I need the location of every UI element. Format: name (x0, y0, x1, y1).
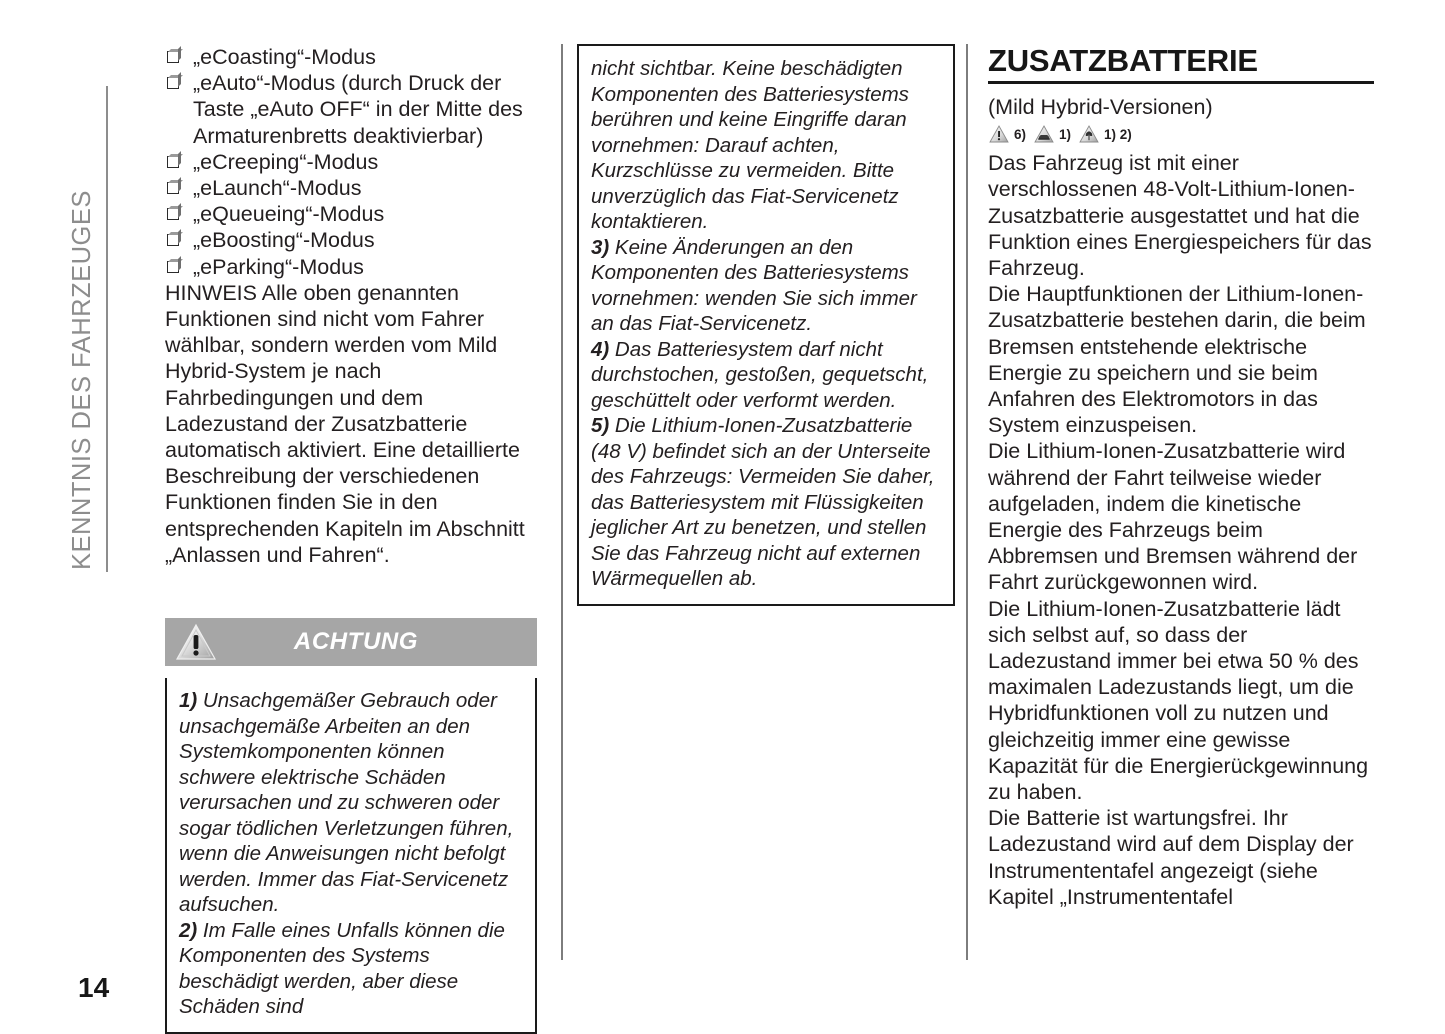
body-paragraph: Die Lithium-Ionen-Zusatzbatterie wird während der Fahrt teilweise wieder aufgeladen, indem die kinetische Energie des Fahrzeugs beim Abbremsen und Bremsen während der Fahrt zurückgewonnen wird. (988, 439, 1358, 595)
hybrid-modes-list (165, 44, 537, 280)
list-item-label: „eCreeping“-Modus (193, 149, 379, 174)
warning-item-number: 4) (591, 337, 610, 361)
square-bullet-icon (167, 234, 179, 246)
body-paragraph: Die Lithium-Ionen-Zusatzbatterie lädt sich selbst auf, so dass der Ladezustand immer bei etwa 50 % des maximalen Ladezustands liegt, um die Hybridfunktionen voll zu nutzen und gleichzeitig immer eine gewisse Kapazität für die Energierückgewinnung zu haben. (988, 596, 1369, 805)
achtung-body-continued (577, 44, 955, 606)
column-one (165, 44, 537, 1034)
list-item (165, 70, 537, 149)
warning-triangle-environment-icon (1078, 124, 1100, 144)
warning-item-number: 1) (179, 689, 198, 713)
list-item (165, 44, 537, 70)
symbol-reference-row (988, 122, 1374, 146)
square-bullet-icon (167, 77, 179, 89)
warning-item-text: Keine Änderungen an den Komponenten des Batteriesystems vornehmen: wenden Sie sich immer an das Fiat-Servicenetz. (591, 235, 917, 335)
body-paragraph: Die Hauptfunktionen der Lithium-Ionen-Zusatzbatterie bestehen darin, die beim Bremsen entstehende elektrische Energie zu speichern und sie beim Anfahren des Elektromotors in das System einzuspeisen. (988, 282, 1366, 438)
list-item-label: „eBoosting“-Modus (193, 228, 375, 253)
list-item (165, 254, 537, 280)
square-bullet-icon (167, 261, 179, 273)
running-head-rule (106, 86, 108, 572)
symbol-reference-label: 1) 2) (1104, 126, 1132, 142)
warning-item-number: 3) (591, 235, 610, 259)
square-bullet-icon (167, 182, 179, 194)
warning-item-text: Die Lithium-Ionen-Zusatzbatterie (48 V) befindet sich an der Unterseite des Fahrzeugs: Vermeiden Sie daher, das Batteriesystem mit Flüssigkeiten jeglicher Art zu benetzen, und stellen Sie das Fahrzeug nicht auf externen Wärmequellen ab. (591, 414, 935, 590)
list-item-label: „eParking“-Modus (193, 254, 364, 279)
column-three (988, 44, 1374, 910)
warning-item-number: 2) (179, 918, 198, 942)
achtung-warning-block (165, 618, 537, 1034)
page-title: ZUSATZBATTERIE (988, 43, 1258, 78)
symbol-reference-label: 6) (1014, 126, 1027, 142)
page-number: 14 (78, 972, 110, 1003)
achtung-header (165, 618, 537, 666)
column-divider-1 (561, 44, 563, 960)
list-item-label: „eQueueing“-Modus (193, 202, 385, 227)
running-head (62, 42, 108, 572)
running-head-label: KENNTNIS DES FAHRZEUGES (68, 190, 96, 570)
page-subtitle: (Mild Hybrid-Versionen) (988, 95, 1213, 119)
warning-triangle-icon (175, 622, 217, 662)
warning-item-text: Das Batteriesystem darf nicht durchstochen, gestoßen, gequetscht, geschüttelt oder verformt werden. (591, 337, 929, 412)
square-bullet-icon (167, 156, 179, 168)
hinweis-note: HINWEIS Alle oben genannten Funktionen sind nicht vom Fahrer wählbar, sondern werden vom Mild Hybrid-System je nach Fahrbedingungen und dem Ladezustand der Zusatzbatterie automatisch aktiviert. Eine detaillierte Beschreibung der verschiedenen Funktionen finden Sie in den entsprechenden Kapiteln im Abschnitt „Anlassen und Fahren“. (165, 280, 525, 567)
body-paragraph: Das Fahrzeug ist mit einer verschlossenen 48-Volt-Lithium-Ionen-Zusatzbatterie ausgestattet und hat die Funktion eines Energiespeichers für das Fahrzeug. (988, 151, 1372, 281)
list-item-label: „eCoasting“-Modus (193, 45, 376, 69)
square-bullet-icon (167, 51, 179, 63)
warning-continued-intro: nicht sichtbar. Keine beschädigten Komponenten des Batteriesystems berühren und keine Eingriffe daran vornehmen: Darauf achten, Kurzschlüsse zu vermeiden. Bitte unverzüglich das Fiat-Servicenetz kontaktieren. (591, 57, 909, 233)
list-item (165, 227, 537, 253)
square-bullet-icon (167, 208, 179, 220)
achtung-body (165, 678, 537, 1034)
body-paragraph: Die Batterie ist wartungsfrei. Ihr Ladezustand wird auf dem Display der Instrumententafel angezeigt (siehe Kapitel „Instrumententafel (988, 806, 1354, 909)
list-item-label: „eAuto“-Modus (durch Druck der Taste „eAuto OFF“ in der Mitte des Armaturenbretts deaktivierbar) (193, 71, 523, 148)
list-item (165, 201, 537, 227)
warning-triangle-exclamation-icon (988, 124, 1010, 144)
list-item-label: „eLaunch“-Modus (193, 176, 362, 201)
warning-item-text: Unsachgemäßer Gebrauch oder unsachgemäße Arbeiten an den Systemkomponenten können schwere elektrische Schäden verursachen und zu schweren oder sogar tödlichen Verletzungen führen, wenn die Anweisungen nicht befolgt werden. Immer das Fiat-Servicenetz aufsuchen. (179, 689, 514, 917)
list-item (165, 149, 537, 175)
achtung-title: ACHTUNG (293, 628, 419, 656)
list-item (165, 175, 537, 201)
warning-item-number: 5) (591, 414, 610, 437)
column-divider-2 (966, 44, 968, 960)
warning-item-text: Im Falle eines Unfalls können die Komponenten des Systems beschädigt werden, aber diese Schäden sind (179, 918, 505, 1019)
warning-triangle-car-icon (1033, 124, 1055, 144)
page-title-underline (988, 81, 1374, 84)
column-two (577, 44, 955, 606)
symbol-reference-label: 1) (1059, 126, 1072, 142)
